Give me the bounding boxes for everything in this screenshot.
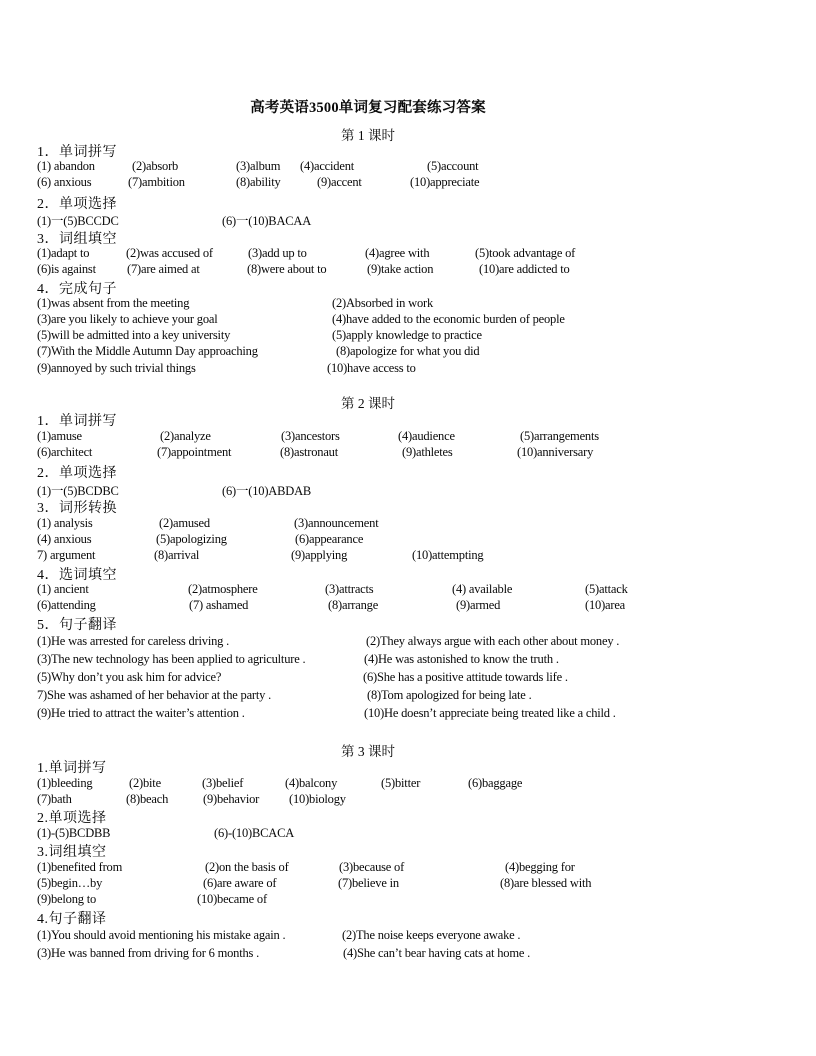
answer-item: (3)album — [236, 159, 281, 173]
answer-item: (2)atmosphere — [188, 582, 258, 596]
lesson-title: 第 3 课时 — [341, 744, 395, 759]
answer-item: (8)are blessed with — [500, 876, 592, 890]
answer-item: (3)He was banned from driving for 6 months . — [37, 946, 260, 960]
answer-row — [0, 516, 816, 532]
answer-row — [0, 582, 816, 598]
answer-row — [0, 361, 816, 377]
answer-item: (9)annoyed by such trivial things — [37, 361, 196, 375]
answer-row — [0, 892, 816, 908]
answer-item: (2)absorb — [132, 159, 179, 173]
answer-item: (1)一(5)BCCDC — [37, 214, 119, 228]
answer-item: (8)were about to — [247, 262, 327, 276]
answer-item: (5)apply knowledge to practice — [332, 328, 482, 342]
answer-item: (6)一(10)BACAA — [222, 214, 312, 228]
answer-item: (10)attempting — [412, 548, 484, 562]
answer-row — [0, 706, 816, 722]
answer-item: (3)are you likely to achieve your goal — [37, 312, 218, 326]
answer-row — [0, 445, 816, 461]
answer-item: (1)You should avoid mentioning his mistake again . — [37, 928, 286, 942]
answer-item: (5)apologizing — [156, 532, 227, 546]
answer-item: (5)bitter — [381, 776, 421, 790]
answer-item: (3)attracts — [325, 582, 374, 596]
answer-item: (7)believe in — [338, 876, 399, 890]
answer-item: (3)announcement — [294, 516, 379, 530]
answer-item: (8)beach — [126, 792, 169, 806]
answer-item: (9)behavior — [203, 792, 260, 806]
section-heading: 1．单词拼写 — [37, 414, 117, 429]
answer-item: (9)accent — [317, 175, 362, 189]
answer-row — [0, 792, 816, 808]
answer-item: (9)He tried to attract the waiter’s attention . — [37, 706, 245, 720]
answer-item: (8)astronaut — [280, 445, 338, 459]
answer-item: (2)analyze — [160, 429, 211, 443]
section-heading: 1．单词拼写 — [37, 145, 117, 160]
answer-item: (3)add up to — [248, 246, 307, 260]
section-heading: 5．句子翻译 — [37, 618, 117, 633]
answer-item: (1)一(5)BCDBC — [37, 484, 119, 498]
section-heading: 4．选词填空 — [37, 568, 117, 583]
answer-item: (7)appointment — [157, 445, 232, 459]
answer-item: (4)agree with — [365, 246, 430, 260]
section-heading: 1.单词拼写 — [37, 761, 107, 776]
answer-item: (7)With the Middle Autumn Day approaching — [37, 344, 258, 358]
answer-row — [0, 159, 816, 175]
answer-item: (8)apologize for what you did — [336, 344, 480, 358]
section-heading: 4．完成句子 — [37, 282, 117, 297]
answer-item: (10)He doesn’t appreciate being treated like a child . — [364, 706, 616, 720]
answer-item: (7)are aimed at — [127, 262, 200, 276]
answer-item: (10)area — [585, 598, 626, 612]
answer-item: (6)baggage — [468, 776, 523, 790]
section-heading: 2.单项选择 — [37, 811, 107, 826]
answer-item: (10)have access to — [327, 361, 416, 375]
answer-item: (9)belong to — [37, 892, 97, 906]
answer-item: (6)architect — [37, 445, 93, 459]
answer-item: (6)一(10)ABDAB — [222, 484, 312, 498]
answer-item: (4)have added to the economic burden of people — [332, 312, 565, 326]
answer-item: (1) analysis — [37, 516, 93, 530]
answer-item: (6)are aware of — [203, 876, 277, 890]
answer-item: (2)was accused of — [126, 246, 213, 260]
answer-item: (9)take action — [367, 262, 434, 276]
answer-item: (1)adapt to — [37, 246, 90, 260]
section-heading: 3．词形转换 — [37, 501, 117, 516]
answer-item: (6)-(10)BCACA — [214, 826, 295, 840]
answer-item: (5)attack — [585, 582, 628, 596]
answer-item: (1)benefited from — [37, 860, 123, 874]
answer-item: (6)is against — [37, 262, 96, 276]
answer-item: (1)-(5)BCDBB — [37, 826, 111, 840]
answer-item: (5)begin…by — [37, 876, 103, 890]
answer-item: (5)will be admitted into a key university — [37, 328, 231, 342]
answer-row — [0, 946, 816, 962]
answer-item: (1)He was arrested for careless driving . — [37, 634, 230, 648]
answer-item: (2)Absorbed in work — [332, 296, 434, 310]
answer-row — [0, 328, 816, 344]
answer-item: (8)arrival — [154, 548, 200, 562]
answer-item: (8)arrange — [328, 598, 379, 612]
answer-row — [0, 670, 816, 686]
answer-item: (3)because of — [339, 860, 405, 874]
answer-item: (6)attending — [37, 598, 96, 612]
answer-item: (5)Why don’t you ask him for advice? — [37, 670, 222, 684]
answer-item: (2)on the basis of — [205, 860, 289, 874]
answer-item: (4)audience — [398, 429, 455, 443]
answer-row — [0, 634, 816, 650]
answer-row — [0, 344, 816, 360]
answer-item: (2)They always argue with each other about money . — [366, 634, 620, 648]
answer-item: (6) anxious — [37, 175, 92, 189]
answer-row — [0, 246, 816, 262]
answer-item: (1) ancient — [37, 582, 89, 596]
answer-item: 7)She was ashamed of her behavior at the party . — [37, 688, 272, 702]
answer-row — [0, 826, 816, 842]
section-heading: 3．词组填空 — [37, 232, 117, 247]
answer-item: (3)The new technology has been applied to agriculture . — [37, 652, 306, 666]
answer-row — [0, 211, 816, 227]
answer-row — [0, 532, 816, 548]
answer-item: (10)biology — [289, 792, 346, 806]
answer-item: (8)ability — [236, 175, 281, 189]
answer-item: (6)She has a positive attitude towards life . — [363, 670, 568, 684]
answer-item: (4)She can’t bear having cats at home . — [343, 946, 531, 960]
answer-item: (7) ashamed — [189, 598, 249, 612]
answer-item: (1)bleeding — [37, 776, 93, 790]
answer-item: (5)arrangements — [520, 429, 599, 443]
answer-item: (2)amused — [159, 516, 210, 530]
answer-item: (6)appearance — [295, 532, 364, 546]
section-heading: 4.句子翻译 — [37, 912, 107, 927]
answer-item: (5)account — [427, 159, 479, 173]
answer-row — [0, 175, 816, 191]
answer-row — [0, 262, 816, 278]
answer-item: (8)Tom apologized for being late . — [367, 688, 532, 702]
section-heading: 2．单项选择 — [37, 197, 117, 212]
answer-item: (2)The noise keeps everyone awake . — [342, 928, 521, 942]
answer-item: (2)bite — [129, 776, 161, 790]
answer-row — [0, 312, 816, 328]
section-heading: 2．单项选择 — [37, 466, 117, 481]
answer-item: (4)begging for — [505, 860, 575, 874]
answer-item: (10)became of — [197, 892, 267, 906]
answer-item: (1)amuse — [37, 429, 82, 443]
lesson-title: 第 2 课时 — [341, 396, 395, 411]
answer-item: (7)bath — [37, 792, 72, 806]
answer-item: (10)are addicted to — [479, 262, 570, 276]
answer-row — [0, 548, 816, 564]
answer-row — [0, 296, 816, 312]
document-title: 高考英语3500单词复习配套练习答案 — [250, 100, 486, 116]
answer-item: (1) abandon — [37, 159, 95, 173]
answer-item: (3)ancestors — [281, 429, 340, 443]
answer-item: (4) anxious — [37, 532, 92, 546]
answer-row — [0, 481, 816, 497]
answer-item: (5)took advantage of — [475, 246, 576, 260]
answer-item: (10)appreciate — [410, 175, 480, 189]
answer-row — [0, 598, 816, 614]
answer-item: (4)balcony — [285, 776, 338, 790]
answer-item: (1)was absent from the meeting — [37, 296, 190, 310]
answer-row — [0, 688, 816, 704]
section-heading: 3.词组填空 — [37, 845, 107, 860]
answer-item: (9)armed — [456, 598, 501, 612]
answer-item: (3)belief — [202, 776, 244, 790]
answer-item: (7)ambition — [128, 175, 185, 189]
answer-item: (4)He was astonished to know the truth . — [364, 652, 559, 666]
answer-row — [0, 876, 816, 892]
answer-item: (10)anniversary — [517, 445, 594, 459]
answer-row — [0, 652, 816, 668]
answer-item: (4)accident — [300, 159, 355, 173]
answer-item: (9)applying — [291, 548, 348, 562]
answer-item: (9)athletes — [402, 445, 453, 459]
answer-row — [0, 860, 816, 876]
answer-item: 7) argument — [37, 548, 96, 562]
answer-row — [0, 928, 816, 944]
answer-item: (4) available — [452, 582, 513, 596]
lesson-title: 第 1 课时 — [341, 128, 395, 143]
answer-row — [0, 776, 816, 792]
answer-row — [0, 429, 816, 445]
